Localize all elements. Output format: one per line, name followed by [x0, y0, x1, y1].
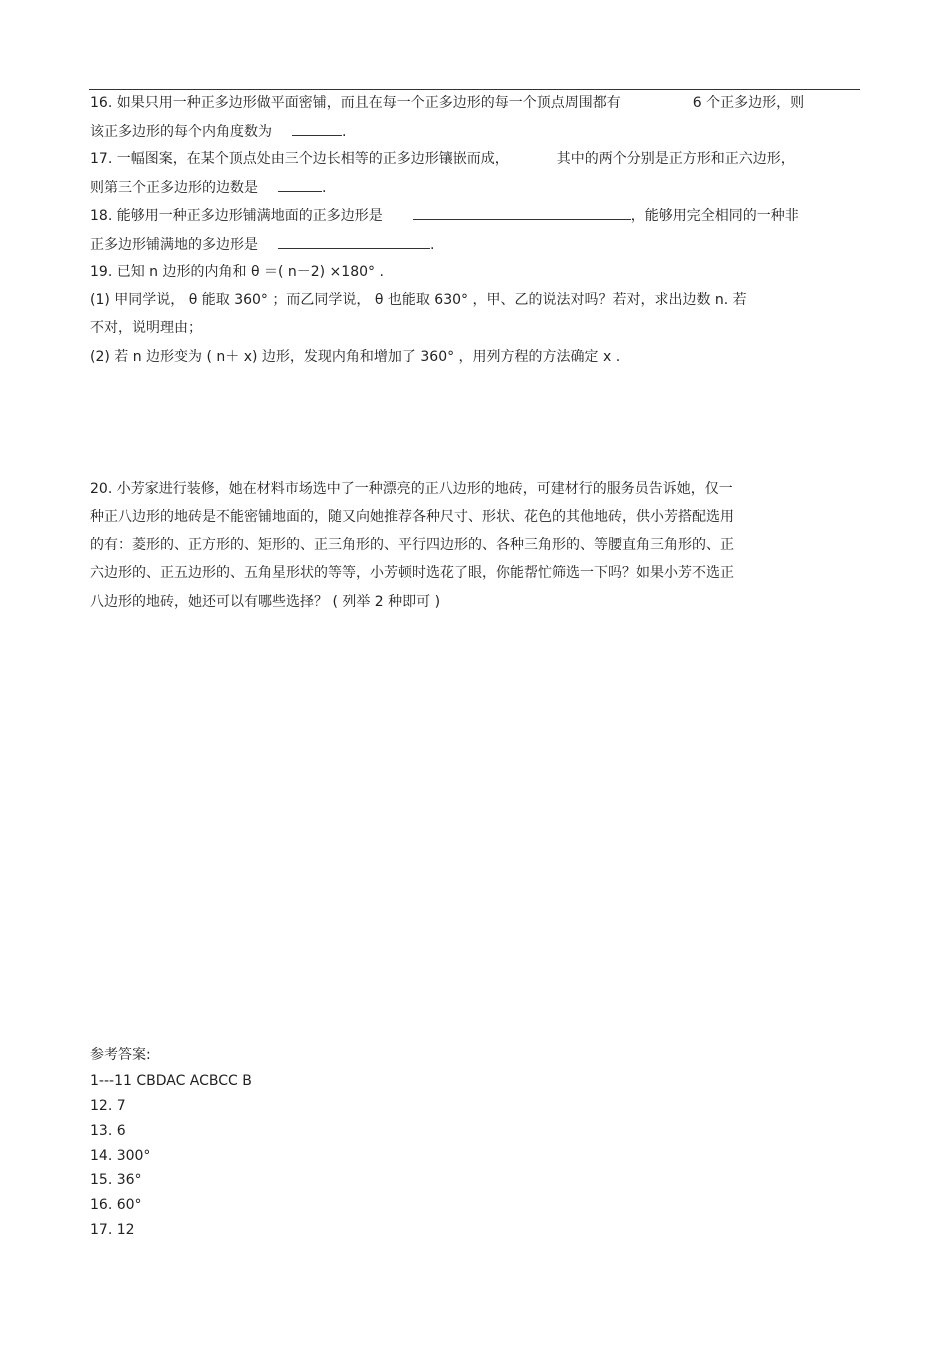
q18-line2 [90, 234, 434, 255]
answer-item: 13. 6 [90, 1123, 126, 1139]
q20-line: 的有：菱形的、正方形的、矩形的、正三角形的、平行四边形的、各种三角形的、等腰直角三角形的、正 [90, 537, 734, 553]
answer-blank[interactable] [413, 205, 631, 220]
q18-text: 正多边形铺满地的多边形是 [90, 237, 258, 253]
answer-item: 17. 12 [90, 1222, 135, 1238]
q16-text-cont: 6 个正多边形，则 [692, 95, 805, 111]
q18-text: 18. 能够用一种正多边形铺满地面的正多边形是 [90, 208, 383, 224]
q20-line: 20. 小芳家进行装修，她在材料市场选中了一种漂亮的正八边形的地砖，可建材行的服务员告诉她，仅一 [90, 481, 733, 497]
answer-item: 15. 36° [90, 1172, 142, 1188]
q18-text-cont: ，能够用完全相同的一种非 [630, 208, 799, 224]
q19-part1-line2: 不对，说明理由； [90, 320, 202, 336]
q19-part1-line1: (1) 甲同学说， θ 能取 360° ；而乙同学说， θ 也能取 630° ，甲、乙的说法对吗？若对，求出边数 n. 若 [90, 292, 747, 308]
answer-item: 12. 7 [90, 1098, 126, 1114]
answer-item: 16. 60° [90, 1197, 142, 1213]
answer-item: 14. 300° [90, 1148, 151, 1164]
q17-text: 17. 一幅图案，在某个顶点处由三个边长相等的正多边形镶嵌而成， [90, 151, 509, 167]
answer-blank[interactable] [278, 177, 322, 192]
q19-part2: (2) 若 n 边形变为 ( n＋ x) 边形，发现内角和增加了 360° ，用列方程的方法确定 x . [90, 349, 621, 365]
q20-line: 种正八边形的地砖是不能密铺地面的，随又向她推荐各种尺寸、形状、花色的其他地砖，供小芳搭配选用 [90, 509, 734, 525]
q17-line1 [90, 149, 795, 169]
answer-item: 1---11 CBDAC ACBCC B [90, 1073, 252, 1089]
q16-line2 [90, 121, 346, 142]
answer-blank[interactable] [292, 121, 342, 136]
q16-text: 该正多边形的每个内角度数为 [90, 124, 272, 140]
q16-text: 16. 如果只用一种正多边形做平面密铺，而且在每一个正多边形的每一个顶点周围都有 [90, 95, 621, 111]
q17-text-cont: 其中的两个分别是正方形和正六边形， [556, 151, 795, 167]
q18-line1 [90, 205, 799, 226]
q18-period: . [430, 237, 435, 253]
q16-period: . [342, 124, 347, 140]
answers-heading: 参考答案: [90, 1047, 151, 1063]
q17-period: . [322, 180, 327, 196]
answer-blank[interactable] [278, 234, 430, 249]
top-rule [89, 89, 860, 90]
q17-line2 [90, 177, 326, 198]
q20-line: 六边形的、正五边形的、五角星形状的等等，小芳顿时选花了眼，你能帮忙筛选一下吗？如果小芳不选正 [90, 565, 734, 581]
q16-line1 [90, 93, 804, 113]
q17-text: 则第三个正多边形的边数是 [90, 180, 258, 196]
q20-line: 八边形的地砖，她还可以有哪些选择？ ( 列举 2 种即可 ) [90, 594, 441, 610]
q19-stem: 19. 已知 n 边形的内角和 θ ＝( n－2) ×180° . [90, 264, 384, 280]
